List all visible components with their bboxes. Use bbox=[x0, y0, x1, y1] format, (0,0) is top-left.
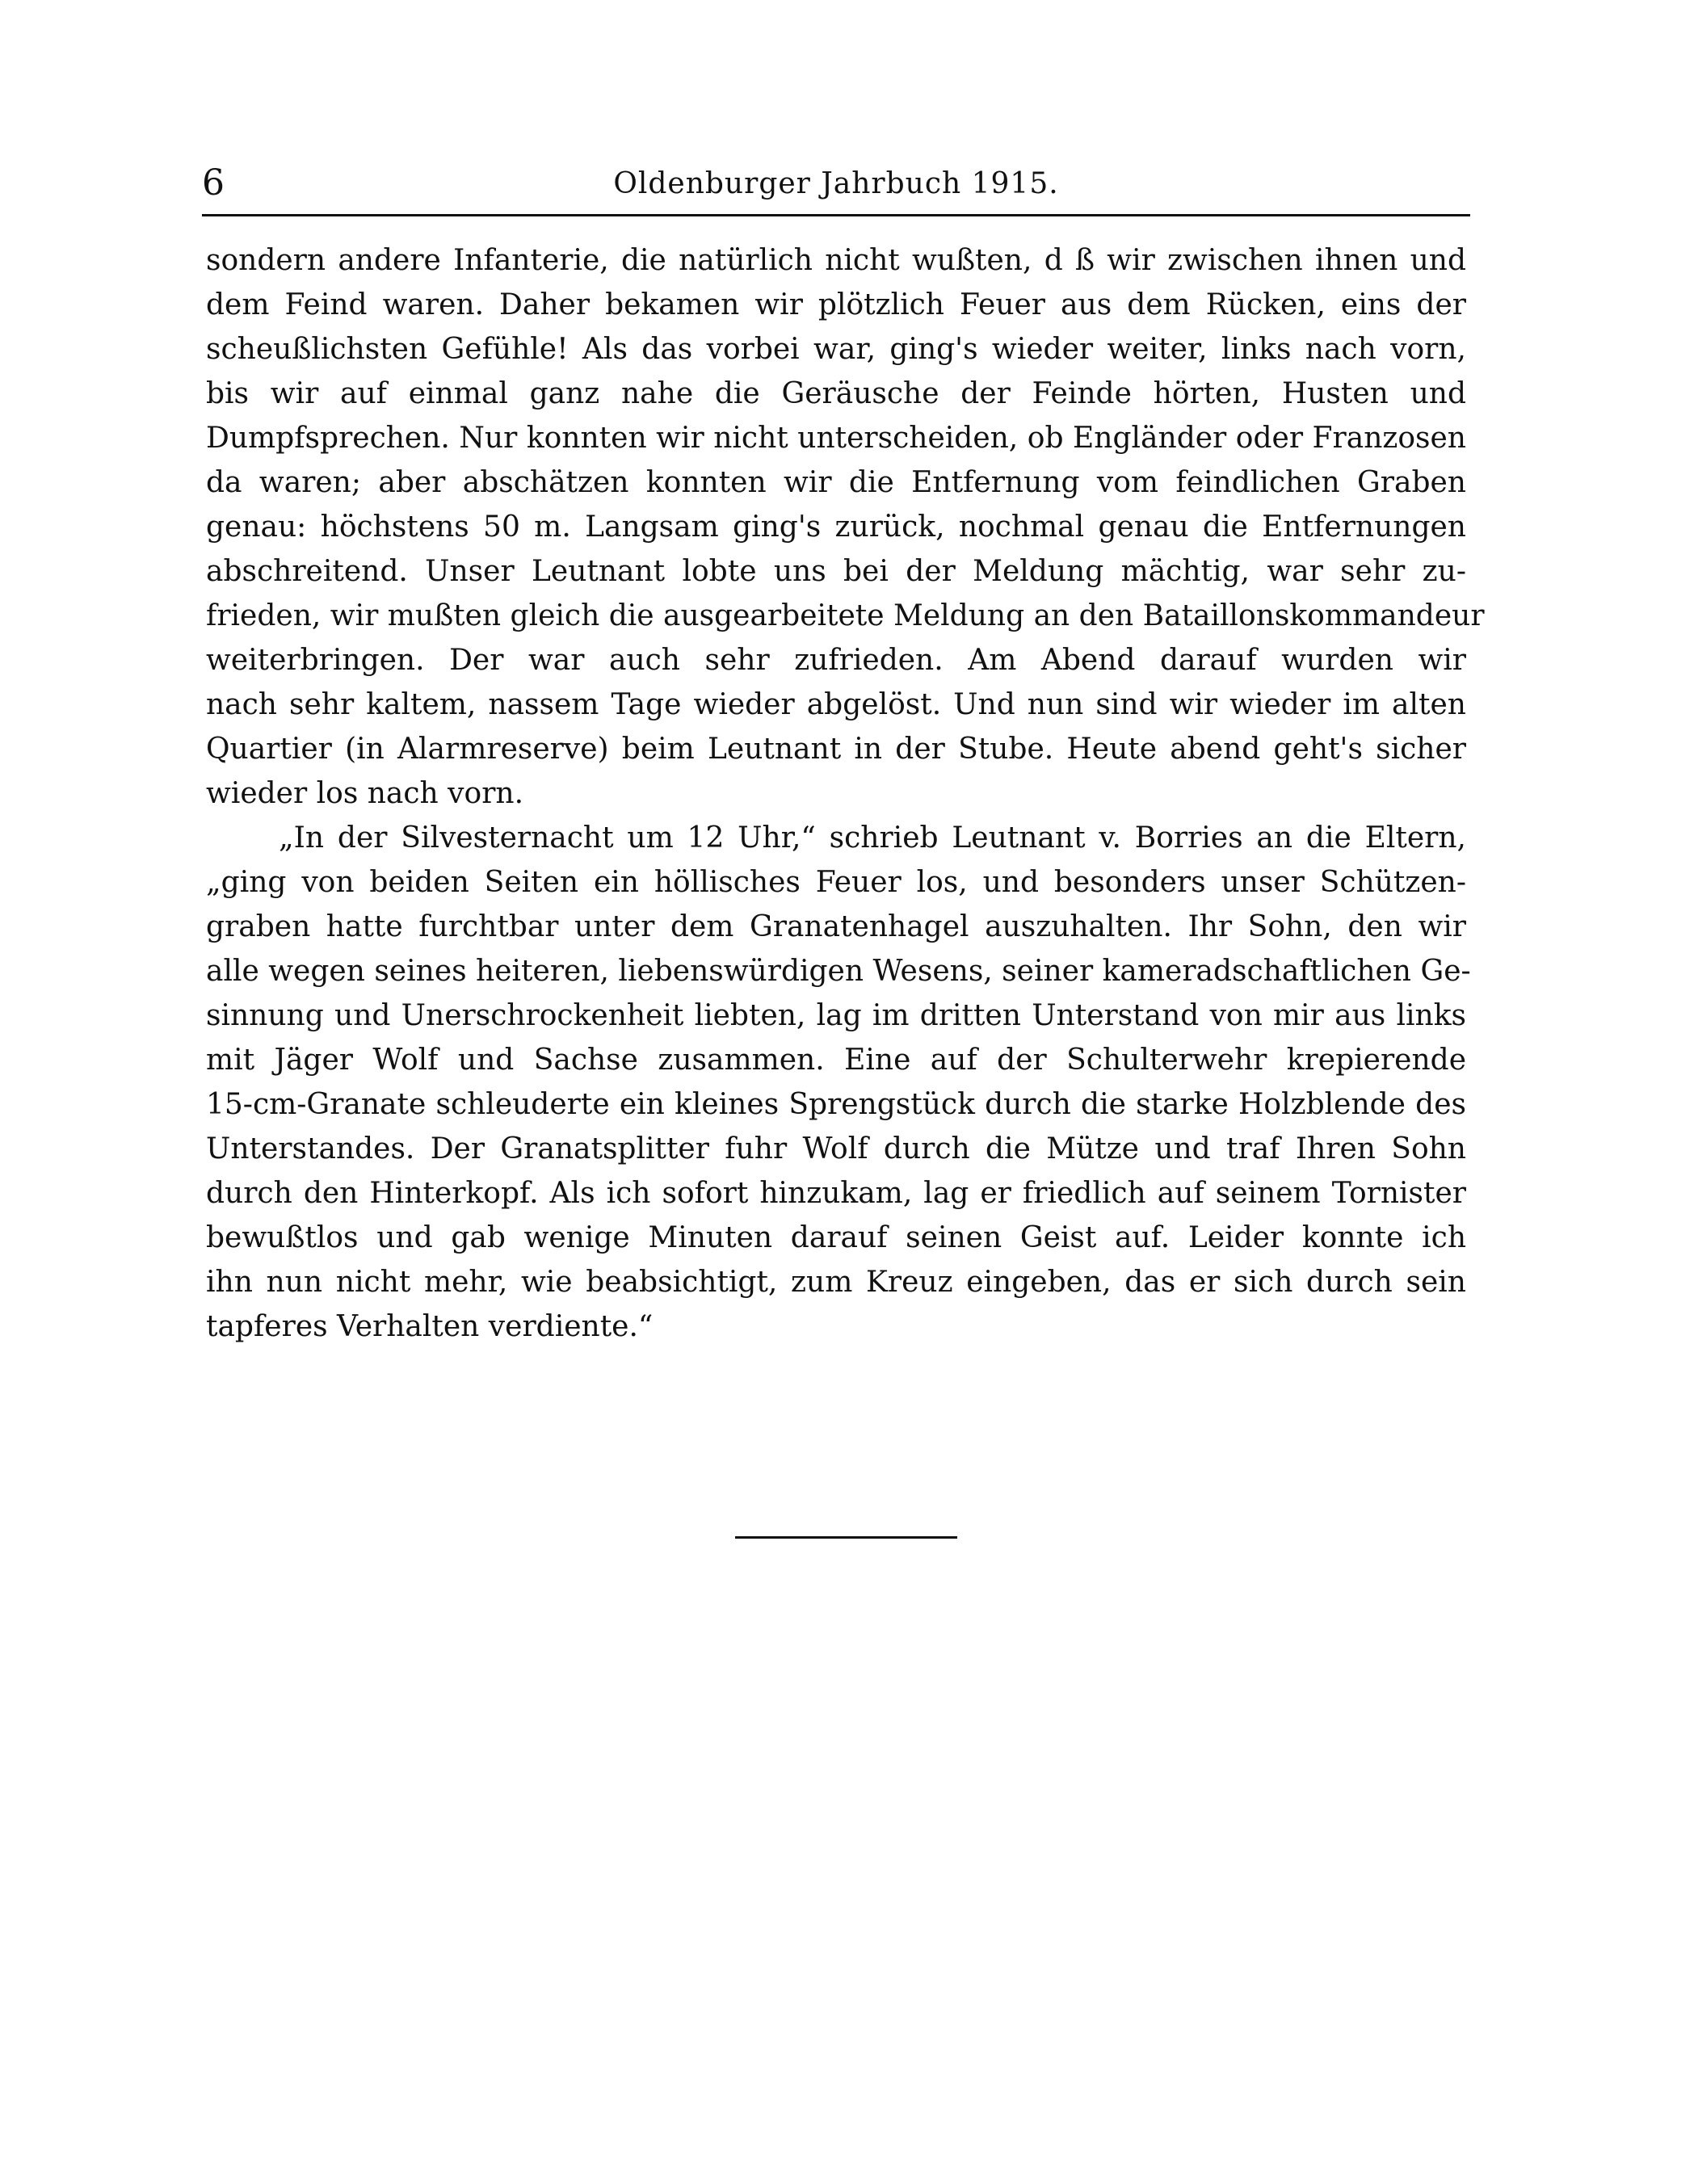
text-line: durch den Hinterkopf. Als ich sofort hinzukam, lag er friedlich auf seinem Tornister bbox=[206, 1177, 1466, 1210]
text-line: mit Jäger Wolf und Sachse zusammen. Eine auf der Schulterwehr krepierende bbox=[206, 1044, 1466, 1077]
text-line: frieden, wir mußten gleich die ausgearbeitete Meldung an den Bataillonskommandeur bbox=[206, 599, 1485, 632]
text-line: Quartier (in Alarmreserve) beim Leutnant in der Stube. Heute abend geht's sicher bbox=[206, 733, 1466, 766]
text-line: ihn nun nicht mehr, wie beabsichtigt, zum Kreuz eingeben, das er sich durch sein bbox=[206, 1266, 1466, 1299]
page-number: 6 bbox=[202, 162, 225, 204]
header-rule bbox=[202, 214, 1470, 216]
text-line: wieder los nach vorn. bbox=[206, 777, 524, 810]
text-line: Dumpfsprechen. Nur konnten wir nicht unterscheiden, ob Engländer oder Franzosen bbox=[206, 422, 1466, 455]
text-line: tapferes Verhalten verdiente.“ bbox=[206, 1310, 654, 1343]
end-rule bbox=[735, 1536, 957, 1539]
text-line: nach sehr kaltem, nassem Tage wieder abgelöst. Und nun sind wir wieder im alten bbox=[206, 688, 1466, 721]
text-line: bewußtlos und gab wenige Minuten darauf seinen Geist auf. Leider konnte ich bbox=[206, 1221, 1466, 1254]
text-line: da waren; aber abschätzen konnten wir die Entfernung vom feindlichen Graben bbox=[206, 466, 1466, 499]
text-line: Unterstandes. Der Granatsplitter fuhr Wolf durch die Mütze und traf Ihren Sohn bbox=[206, 1132, 1466, 1166]
text-line: scheußlichsten Gefühle! Als das vorbei war, ging's wieder weiter, links nach vorn, bbox=[206, 333, 1466, 366]
text-line: bis wir auf einmal ganz nahe die Geräusche der Feinde hörten, Husten und bbox=[206, 377, 1466, 410]
body-text bbox=[206, 238, 1485, 1349]
text-line: sinnung und Unerschrockenheit liebten, lag im dritten Unterstand von mir aus links bbox=[206, 999, 1466, 1032]
text-line: sondern andere Infanterie, die natürlich nicht wußten, d ß wir zwischen ihnen und bbox=[206, 244, 1466, 277]
text-line: dem Feind waren. Daher bekamen wir plötzlich Feuer aus dem Rücken, eins der bbox=[206, 288, 1466, 321]
text-line: „ging von beiden Seiten ein höllisches Feuer los, und besonders unser Schützen- bbox=[206, 866, 1466, 899]
text-line: genau: höchstens 50 m. Langsam ging's zurück, nochmal genau die Entfernungen bbox=[206, 510, 1466, 544]
text-line: alle wegen seines heiteren, liebenswürdigen Wesens, seiner kameradschaftlichen Ge- bbox=[206, 955, 1471, 988]
text-line: „In der Silvesternacht um 12 Uhr,“ schrieb Leutnant v. Borries an die Eltern, bbox=[279, 821, 1466, 855]
text-line: abschreitend. Unser Leutnant lobte uns bei der Meldung mächtig, war sehr zu- bbox=[206, 555, 1466, 588]
text-line: 15-cm-Granate schleuderte ein kleines Sprengstück durch die starke Holzblende des bbox=[206, 1088, 1466, 1121]
running-title: Oldenburger Jahrbuch 1915. bbox=[613, 167, 1059, 200]
text-line: weiterbringen. Der war auch sehr zufrieden. Am Abend darauf wurden wir bbox=[206, 644, 1466, 677]
text-line: graben hatte furchtbar unter dem Granatenhagel auszuhalten. Ihr Sohn, den wir bbox=[206, 910, 1466, 943]
